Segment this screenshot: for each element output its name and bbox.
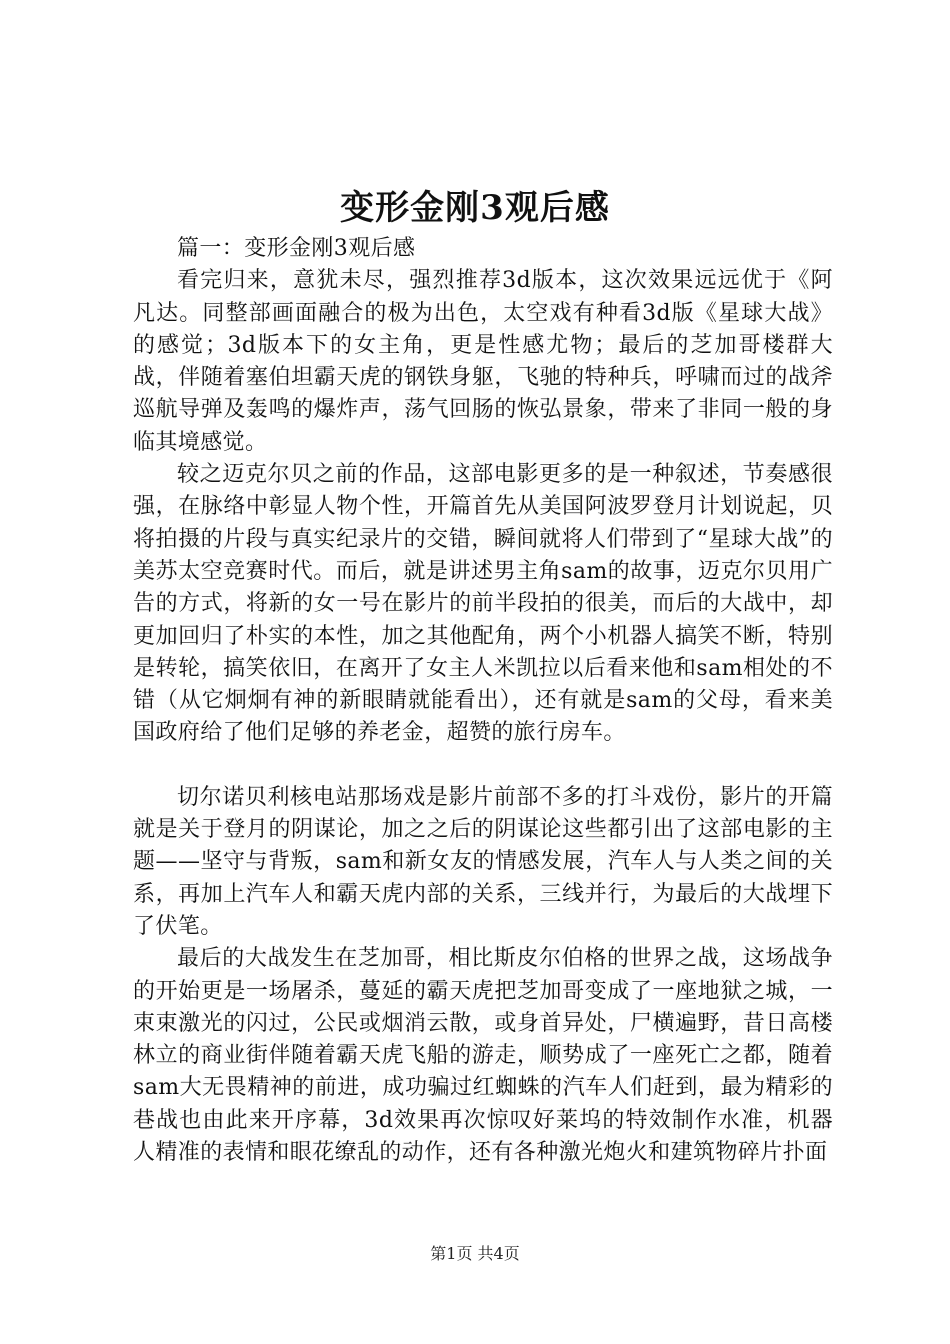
paragraph: 看完归来，意犹未尽，强烈推荐3d版本，这次效果远远优于《阿凡达。同整部画面融合的极为出色，太空戏有种看3d版《星球大战》的感觉；3d版本下的女主角，更是性感尤物；最后的芝加哥楼群大战，伴随着塞伯坦霸天虎的钢铁身躯，飞驰的特种兵，呼啸而过的战斧巡航导弹及轰鸣的爆炸声，荡气回肠的恢弘景象，带来了非同一般的身临其境感觉。 — [133, 268, 833, 455]
subtitle: 篇一：变形金刚3观后感 — [177, 236, 416, 261]
paragraph: 较之迈克尔贝之前的作品，这部电影更多的是一种叙述，节奏感很强，在脉络中彰显人物个性，开篇首先从美国阿波罗登月计划说起，贝将拍摄的片段与真实纪录片的交错，瞬间就将人们带到了“星球大战”的美苏太空竞赛时代。而后，就是讲述男主角sam的故事，迈克尔贝用广告的方式，将新的女一号在影片的前半段拍的很美，而后的大战中，却更加回归了朴实的本性，加之其他配角，两个小机器人搞笑不断，特别是转轮，搞笑依旧，在离开了女主人米凯拉以后看来他和sam相处的不错（从它炯炯有神的新眼睛就能看出），还有就是sam的父母，看来美国政府给了他们足够的养老金，超赞的旅行房车。 — [133, 462, 833, 746]
document-body — [133, 233, 833, 1169]
paragraph: 切尔诺贝利核电站那场戏是影片前部不多的打斗戏份，影片的开篇就是关于登月的阴谋论，加之之后的阴谋论这些都引出了这部电影的主题——坚守与背叛，sam和新女友的情感发展，汽车人与人类之间的关系，再加上汽车人和霸天虎内部的关系，三线并行，为最后的大战埋下了伏笔。 — [133, 784, 833, 939]
document-title: 变形金刚3观后感 — [340, 188, 610, 228]
paragraph: 最后的大战发生在芝加哥，相比斯皮尔伯格的世界之战，这场战争的开始更是一场屠杀，蔓延的霸天虎把芝加哥变成了一座地狱之城，一束束激光的闪过，公民或烟消云散，或身首异处，尸横遍野，昔日高楼林立的商业街伴随着霸天虎飞船的游走，顺势成了一座死亡之都，随着sam大无畏精神的前进，成功骗过红蜘蛛的汽车人们赶到，最为精彩的巷战也由此来开序幕，3d效果再次惊叹好莱坞的特效制作水准，机器人精准的表情和眼花缭乱的动作，还有各种激光炮火和建筑物碎片扑面 — [133, 946, 833, 1166]
page-footer: 第1页 共4页 — [430, 1244, 520, 1263]
